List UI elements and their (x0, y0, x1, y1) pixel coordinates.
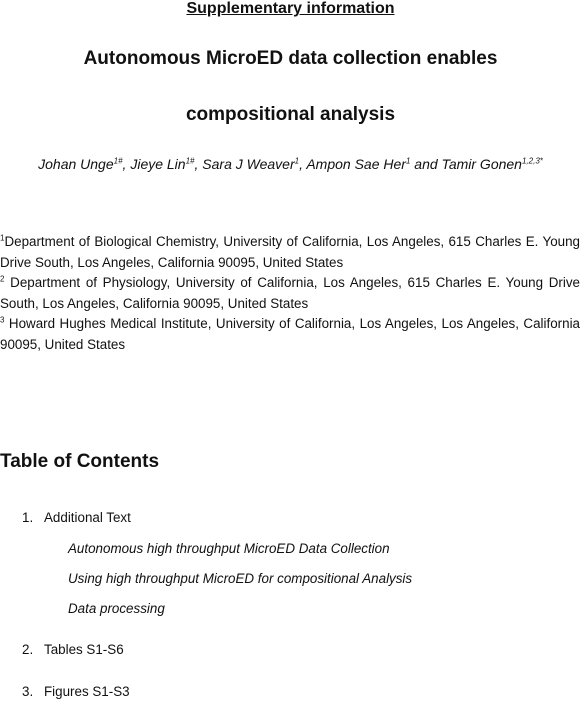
toc-subitem: Data processing (68, 601, 165, 616)
affiliation-text: Department of Biological Chemistry, University of California, Los Angeles, 615 Charles E. Young Drive South, Los Angeles, California 90095, United States (0, 234, 580, 270)
author-list (0, 155, 581, 173)
author-name: Sara J Weaver (202, 156, 295, 172)
author-name: Jieye Lin (130, 156, 186, 172)
toc-item-label: Additional Text (44, 510, 131, 525)
affiliation-marker: 3 (0, 315, 5, 325)
author-name: Ampon Sae Her (306, 156, 406, 172)
author-separator: , (194, 156, 203, 172)
toc-item (22, 641, 124, 659)
paper-title-line-1: Autonomous MicroED data collection enables (83, 48, 498, 69)
toc-item (22, 509, 131, 527)
paper-title-line-2: compositional analysis (185, 104, 396, 125)
author-separator: , (299, 156, 307, 172)
author-name: Johan Unge (38, 156, 114, 172)
toc-subitem: Using high throughput MicroED for compositional Analysis (68, 571, 413, 586)
author-separator: and (410, 156, 442, 172)
toc-item (22, 683, 130, 701)
affiliation-3 (0, 314, 580, 355)
author-affiliation-marker: 1# (185, 156, 195, 166)
supplementary-heading: Supplementary information (186, 0, 395, 17)
toc-item-label: Figures S1-S3 (44, 684, 130, 699)
affiliation-text: Department of Physiology, University of California, Los Angeles, 615 Charles E. Young Drive South, Los Angeles, California 90095, United States (0, 275, 580, 311)
author-affiliation-marker: 1 (405, 156, 411, 166)
toc-item-number: 1. (22, 510, 34, 525)
author-separator: , (122, 156, 131, 172)
affiliation-text: Howard Hughes Medical Institute, University of California, Los Angeles, Los Angeles, California 90095, United States (0, 316, 580, 352)
author-affiliation-marker: 1,2,3* (521, 156, 543, 166)
author-name: Tamir Gonen (441, 156, 522, 172)
toc-item-number: 2. (22, 642, 34, 657)
author-affiliation-marker: 1 (294, 156, 300, 166)
author-affiliation-marker: 1# (113, 156, 123, 166)
toc-subitem: Autonomous high throughput MicroED Data Collection (68, 541, 390, 556)
affiliation-1 (0, 232, 580, 273)
affiliation-marker: 1 (0, 233, 5, 243)
toc-item-label: Tables S1-S6 (44, 642, 124, 657)
affiliation-2 (0, 273, 580, 314)
toc-item-number: 3. (22, 684, 34, 699)
affiliation-marker: 2 (0, 274, 5, 284)
toc-heading: Table of Contents (0, 451, 160, 472)
